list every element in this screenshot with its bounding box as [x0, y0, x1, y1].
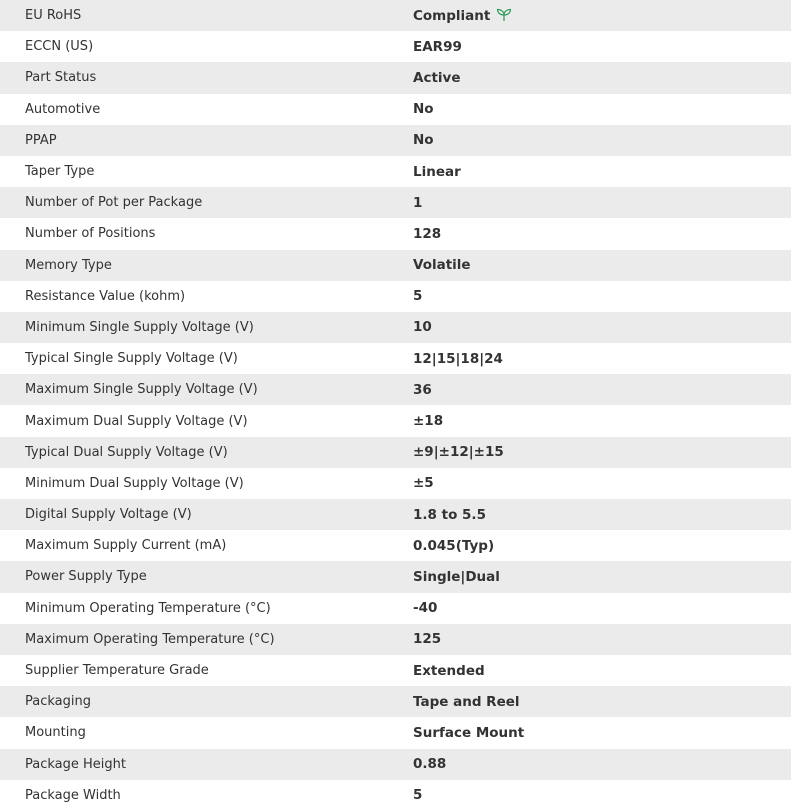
spec-value: Linear [413, 163, 461, 180]
spec-row [0, 250, 791, 281]
spec-row [0, 343, 791, 374]
spec-value: EAR99 [413, 38, 462, 55]
spec-row [0, 94, 791, 125]
spec-value: 125 [413, 631, 442, 648]
spec-label: Number of Pot per Package [25, 195, 203, 211]
spec-label: Package Height [25, 756, 126, 772]
spec-row [0, 530, 791, 561]
spec-label: Typical Dual Supply Voltage (V) [25, 444, 228, 460]
spec-value: Compliant [413, 7, 491, 24]
spec-label: Maximum Dual Supply Voltage (V) [25, 413, 248, 429]
spec-label: ECCN (US) [25, 39, 94, 55]
spec-label: PPAP [25, 132, 57, 148]
spec-value: ±5 [413, 475, 434, 492]
spec-label: Taper Type [25, 164, 95, 180]
spec-label: Part Status [25, 70, 97, 86]
spec-value: Volatile [413, 257, 471, 274]
spec-label: Maximum Supply Current (mA) [25, 538, 227, 554]
spec-row [0, 468, 791, 499]
spec-value: Active [413, 69, 461, 86]
spec-row [0, 686, 791, 717]
spec-value: Surface Mount [413, 724, 525, 741]
spec-label: Minimum Operating Temperature (°C) [25, 600, 271, 616]
spec-label: Memory Type [25, 257, 112, 273]
spec-value: Extended [413, 662, 485, 679]
spec-label: Supplier Temperature Grade [25, 663, 209, 679]
spec-row [0, 593, 791, 624]
spec-row [0, 187, 791, 218]
spec-label: Power Supply Type [25, 569, 147, 585]
spec-row [0, 218, 791, 249]
spec-label: Number of Positions [25, 226, 156, 242]
spec-value: ±9|±12|±15 [413, 444, 504, 461]
spec-row [0, 561, 791, 592]
spec-row [0, 0, 791, 31]
spec-value: No [413, 132, 434, 149]
spec-label: Packaging [25, 694, 91, 710]
spec-value: 128 [413, 225, 442, 242]
spec-value: Tape and Reel [413, 693, 520, 710]
spec-value-cell [413, 0, 791, 31]
spec-value: 1.8 to 5.5 [413, 506, 486, 523]
spec-value: Single|Dual [413, 568, 500, 585]
spec-label: EU RoHS [25, 8, 82, 24]
spec-value: 0.045(Typ) [413, 537, 495, 554]
spec-label: Automotive [25, 101, 101, 117]
spec-label: Digital Supply Voltage (V) [25, 507, 192, 523]
spec-row [0, 31, 791, 62]
spec-row [0, 374, 791, 405]
spec-label: Mounting [25, 725, 86, 741]
spec-label: Package Width [25, 787, 121, 803]
spec-label: Maximum Single Supply Voltage (V) [25, 382, 258, 398]
spec-row [0, 624, 791, 655]
leaf-icon [496, 8, 512, 22]
spec-row [0, 437, 791, 468]
spec-row [0, 655, 791, 686]
spec-row [0, 499, 791, 530]
spec-value: 0.88 [413, 756, 447, 773]
spec-value: ±18 [413, 413, 444, 430]
spec-value: 12|15|18|24 [413, 350, 503, 367]
spec-value: 36 [413, 381, 432, 398]
spec-label: Resistance Value (kohm) [25, 288, 186, 304]
spec-label: Minimum Single Supply Voltage (V) [25, 319, 254, 335]
spec-row [0, 281, 791, 312]
spec-row [0, 156, 791, 187]
spec-label: Minimum Dual Supply Voltage (V) [25, 475, 244, 491]
spec-value: -40 [413, 600, 438, 617]
spec-value: 1 [413, 194, 423, 211]
spec-value: 10 [413, 319, 432, 336]
spec-row [0, 717, 791, 748]
spec-row [0, 749, 791, 780]
spec-row [0, 405, 791, 436]
spec-row [0, 312, 791, 343]
spec-label: Maximum Operating Temperature (°C) [25, 631, 275, 647]
spec-label: Typical Single Supply Voltage (V) [25, 351, 238, 367]
spec-row [0, 125, 791, 156]
spec-row [0, 62, 791, 93]
spec-row [0, 780, 791, 811]
spec-value: 5 [413, 787, 423, 804]
spec-value: 5 [413, 288, 423, 305]
spec-value: No [413, 101, 434, 118]
